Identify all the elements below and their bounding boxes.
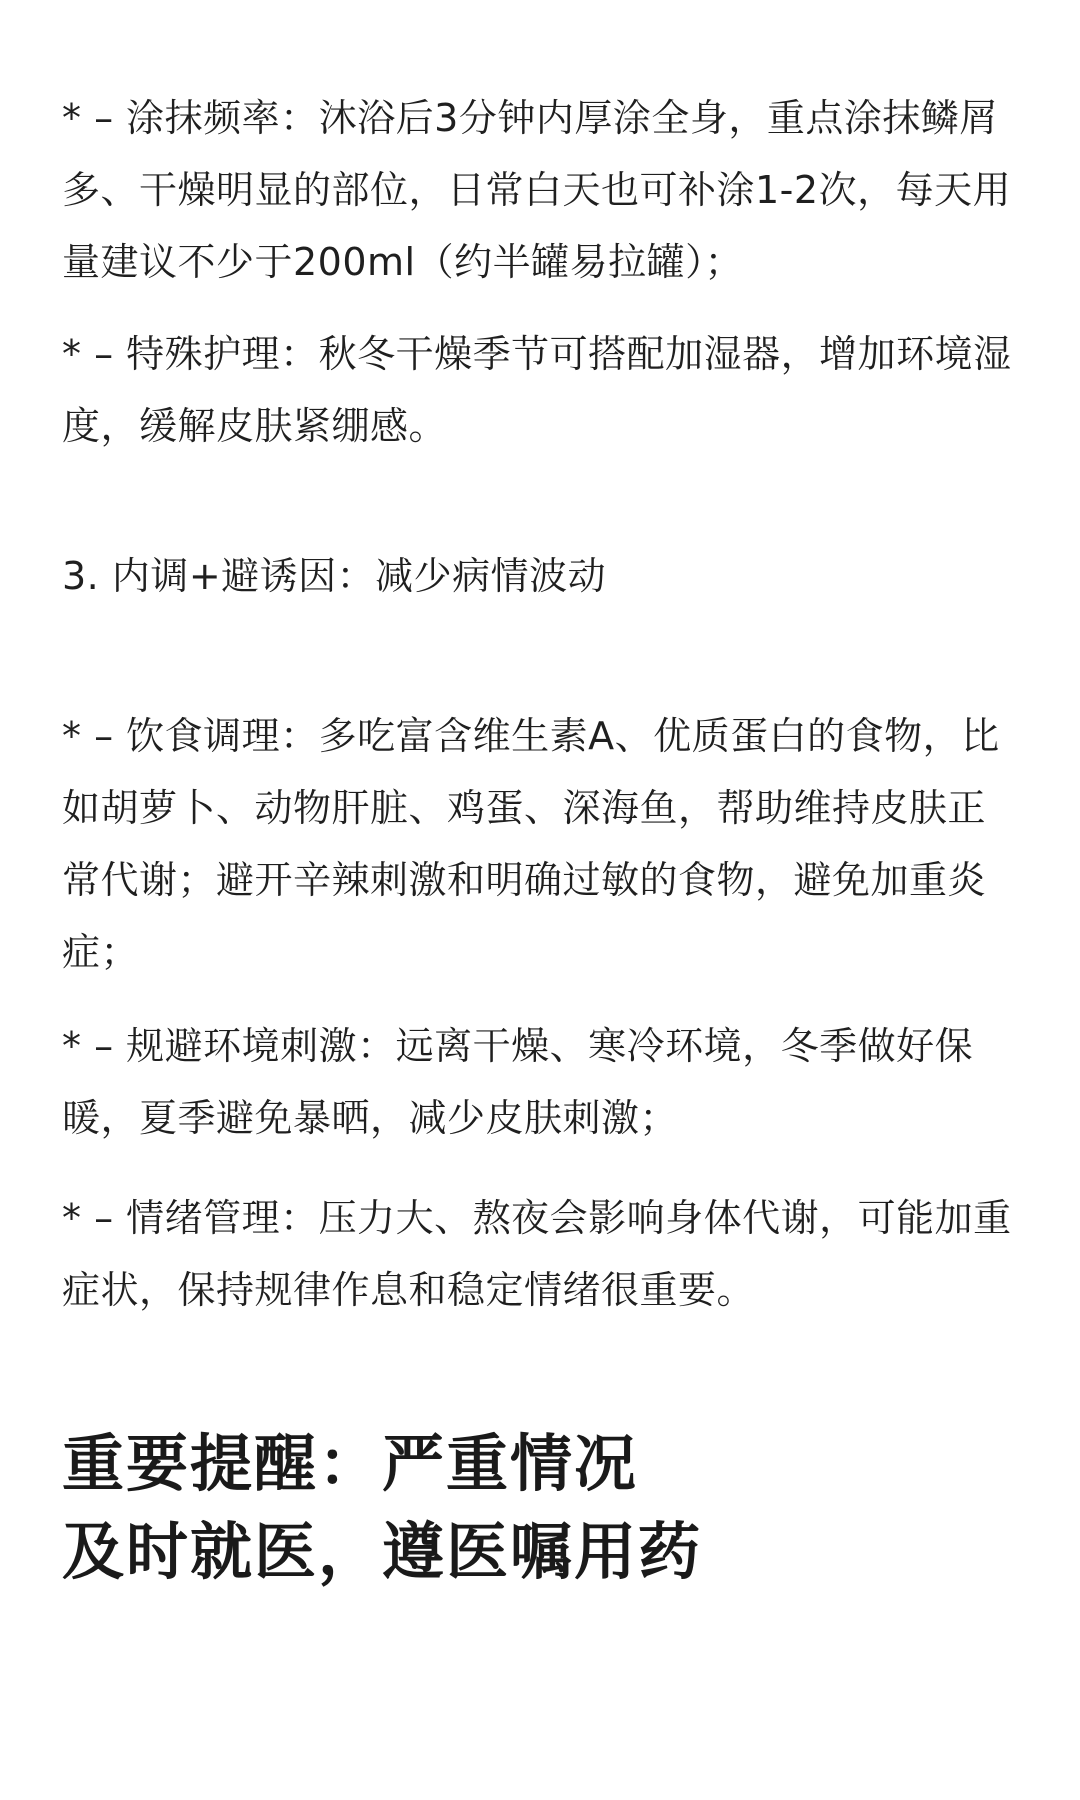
bullet-environment: * – 规避环境刺激：远离干燥、寒冷环境，冬季做好保暖，夏季避免暴晒，减少皮肤刺激； (62, 1024, 974, 1140)
bullet-emotion: * – 情绪管理：压力大、熬夜会影响身体代谢，可能加重症状，保持规律作息和稳定情绪很重要。 (62, 1196, 1012, 1312)
reminder-line-2: 及时就医，遵医嘱用药 (62, 1515, 703, 1588)
section-3-heading: 3. 内调+避诱因：减少病情波动 (62, 554, 607, 598)
reminder-line-1: 重要提醒：严重情况 (62, 1427, 639, 1500)
bullet-application-frequency: * – 涂抹频率：沐浴后3分钟内厚涂全身，重点涂抹鳞屑多、干燥明显的部位，日常白天也可补涂1-2次，每天用量建议不少于200ml（约半罐易拉罐）； (62, 96, 1012, 284)
bullet-diet: * – 饮食调理：多吃富含维生素A、优质蛋白的食物，比如胡萝卜、动物肝脏、鸡蛋、深海鱼，帮助维持皮肤正常代谢；避开辛辣刺激和明确过敏的食物，避免加重炎症； (62, 714, 1000, 974)
important-reminder (62, 1420, 822, 1596)
bullet-special-care: * – 特殊护理：秋冬干燥季节可搭配加湿器，增加环境湿度，缓解皮肤紧绷感。 (62, 332, 1012, 448)
